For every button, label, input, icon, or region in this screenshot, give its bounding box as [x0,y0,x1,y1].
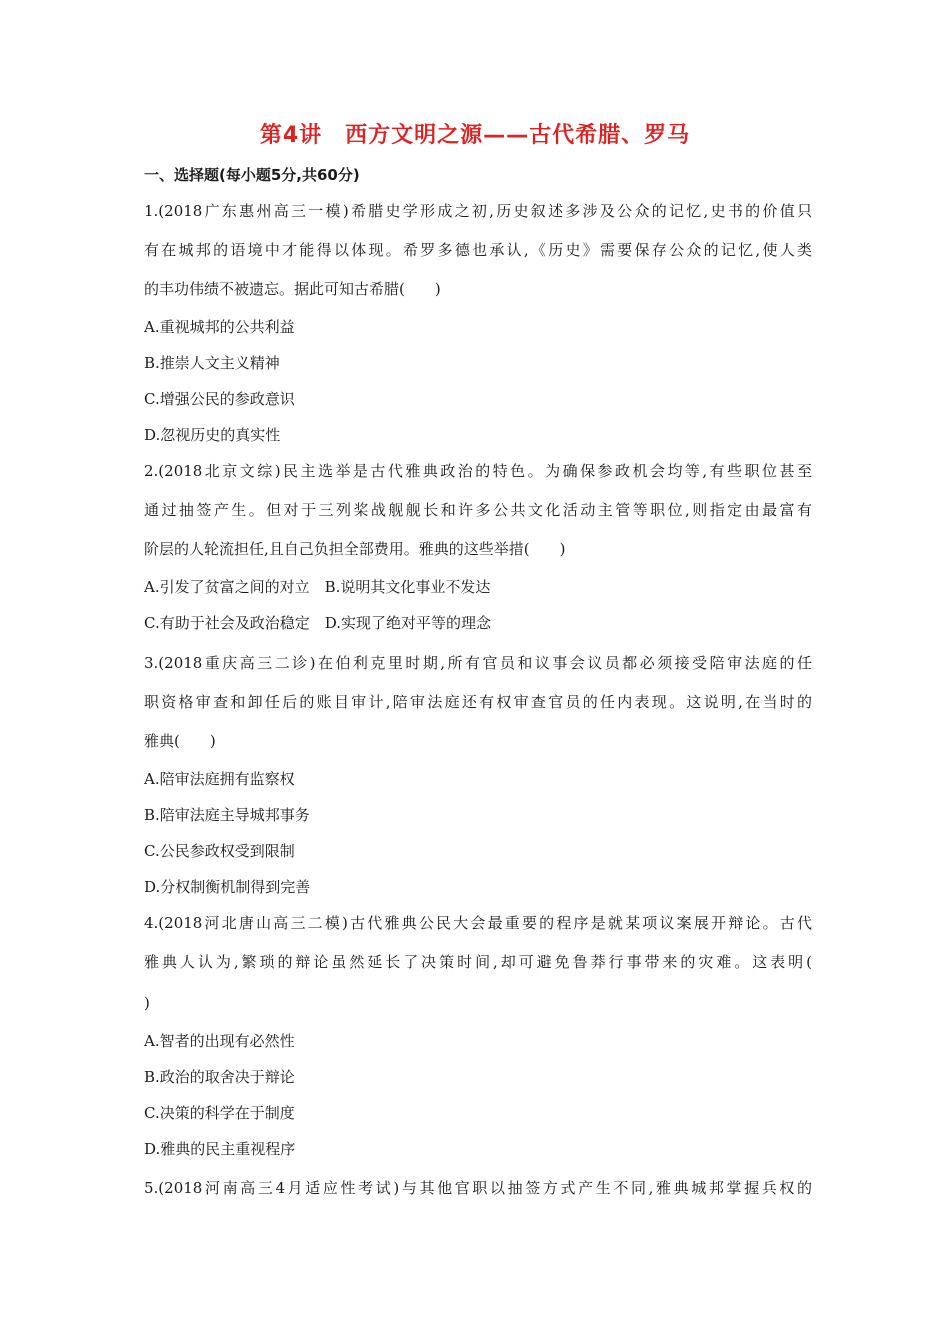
q1-option-b: B.推崇人文主义精神 [144,354,280,372]
q1-option-a: A.重视城邦的公共利益 [144,318,295,336]
page-title: 第4讲 西方文明之源——古代希腊、罗马 [259,123,691,148]
q4-option-a: A.智者的出现有必然性 [144,1032,295,1050]
section-heading: 一、选择题(每小题5分,共60分) [144,166,360,184]
q1-option-c: C.增强公民的参政意识 [144,390,295,408]
q3-option-d: D.分权制衡机制得到完善 [144,878,311,896]
q2-stem-line-1: 2.(2018北京文综)民主选举是古代雅典政治的特色。为确保参政机会均等,有些职位甚至 [144,462,812,480]
q4-option-c: C.决策的科学在于制度 [144,1104,295,1122]
q2-stem-line-2: 通过抽签产生。但对于三列桨战舰舰长和许多公共文化活动主管等职位,则指定由最富有 [144,501,812,519]
q3-stem-line-2: 职资格审查和卸任后的账目审计,陪审法庭还有权审查官员的任内表现。这说明,在当时的 [144,693,812,711]
q1-stem-line-1: 1.(2018广东惠州高三一模)希腊史学形成之初,历史叙述多涉及公众的记忆,史书的价值只 [144,202,812,220]
q1-stem-line-2: 有在城邦的语境中才能得以体现。希罗多德也承认,《历史》需要保存公众的记忆,使人类 [144,241,812,259]
q1-option-d: D.忽视历史的真实性 [144,426,281,444]
q4-option-d: D.雅典的民主重视程序 [144,1140,296,1158]
q4-stem-line-2: 雅典人认为,繁琐的辩论虽然延长了决策时间,却可避免鲁莽行事带来的灾难。这表明( [144,953,812,971]
q2-stem-line-3: 阶层的人轮流担任,且自己负担全部费用。雅典的这些举措( ) [144,540,566,558]
q1-stem-line-3: 的丰功伟绩不被遗忘。据此可知古希腊( ) [144,280,441,298]
q2-options-ab: A.引发了贫富之间的对立 B.说明其文化事业不发达 [144,578,491,596]
q4-option-b: B.政治的取舍决于辩论 [144,1068,295,1086]
q3-option-a: A.陪审法庭拥有监察权 [144,770,295,788]
q4-stem-line-3: ) [144,994,150,1012]
q3-stem-line-3: 雅典( ) [144,732,216,750]
q3-option-c: C.公民参政权受到限制 [144,842,295,860]
q5-stem-line-1: 5.(2018河南高三4月适应性考试)与其他官职以抽签方式产生不同,雅典城邦掌握兵权的 [144,1179,812,1197]
q4-stem-line-1: 4.(2018河北唐山高三二模)古代雅典公民大会最重要的程序是就某项议案展开辩论。古代 [144,914,812,932]
q2-options-cd: C.有助于社会及政治稳定 D.实现了绝对平等的理念 [144,614,491,632]
q3-option-b: B.陪审法庭主导城邦事务 [144,806,310,824]
q3-stem-line-1: 3.(2018重庆高三二诊)在伯利克里时期,所有官员和议事会议员都必须接受陪审法庭的任 [144,654,812,672]
